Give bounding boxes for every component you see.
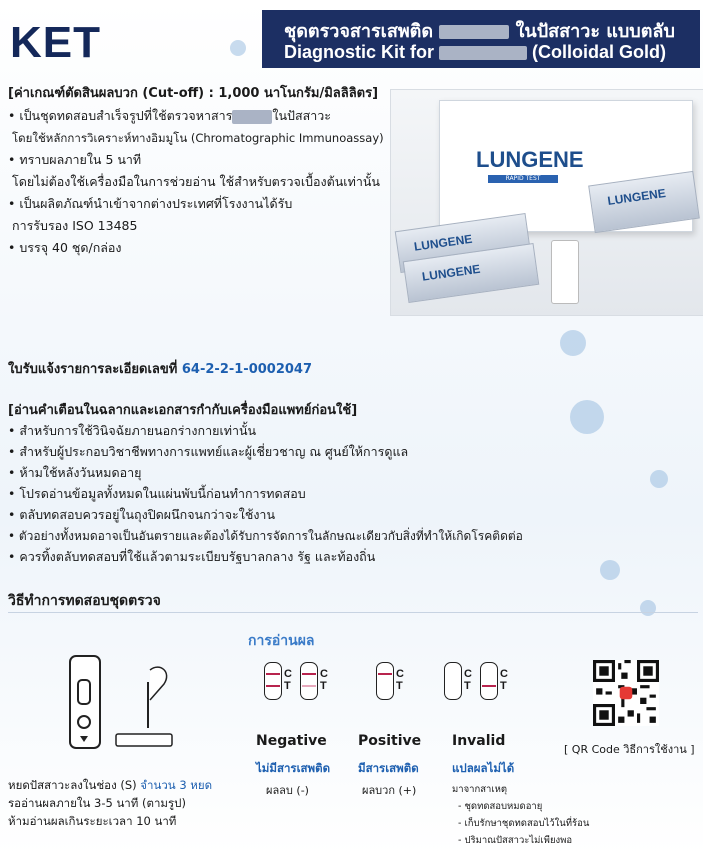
cutoff-line: • บรรจุ 40 ชุด/กล่อง (8, 240, 122, 255)
strip-label-t: T (464, 680, 471, 692)
qr-code[interactable] (593, 660, 659, 726)
negative-strip (264, 662, 282, 700)
warning-item: • โปรดอ่านข้อมูลทั้งหมดในแผ่นพับนี้ก่อนทำการทดสอบ (8, 486, 306, 501)
positive-strip (376, 662, 394, 700)
pouch-label: LUNGENE (606, 185, 667, 209)
cutoff-line: • เป็นผลิตภัณฑ์นำเข้าจากต่างประเทศที่โรงงานได้รับ (8, 196, 293, 211)
invalid-reason: - ปริมาณปัสสาวะไม่เพียงพอ (458, 835, 573, 846)
warning-item: • สำหรับการใช้วินิจฉัยภายนอกร่างกายเท่านั้น (8, 423, 257, 438)
banner-line-thai (284, 16, 675, 45)
warnings-heading: [อ่านคำเตือนในฉลากและเอกสารกำกับเครื่องมือแพทย์ก่อนใช้] (8, 403, 358, 418)
reading-title: การอ่านผล (248, 633, 315, 649)
test-band (482, 685, 496, 687)
notification-number (8, 358, 312, 379)
strip-label-t: T (500, 680, 507, 692)
divider (8, 612, 698, 613)
control-band (302, 673, 316, 675)
control-band (266, 673, 280, 675)
banner-line2-part-a: Diagnostic Kit for (284, 42, 435, 62)
brand-title: KET (10, 18, 101, 67)
banner-line1-part-a: ชุดตรวจสารเสพติด (284, 21, 434, 42)
qr-caption: [ QR Code วิธีการใช้งาน ] (564, 743, 695, 756)
invalid-reason: - ชุดทดสอบหมดอายุ (458, 801, 543, 812)
molecule-decoration (650, 470, 668, 488)
result-positive-title: Positive (358, 733, 422, 749)
negative-strip-faint (300, 662, 318, 700)
title-banner (262, 10, 700, 68)
warning-item: • ตลับทดสอบควรอยู่ในถุงปิดผนึกจนกว่าจะใช้งาน (8, 507, 275, 522)
test-band (266, 685, 280, 687)
drop-count: จำนวน 3 หยด (140, 778, 213, 792)
procedure-illustration (60, 650, 180, 760)
strip-label-c: C (284, 668, 292, 680)
result-positive-sub: มีสารเสพติด (358, 761, 419, 775)
strip-label-t: T (284, 680, 291, 692)
molecule-decoration (600, 560, 620, 580)
redacted-blur (439, 46, 527, 60)
molecule-decoration (570, 400, 604, 434)
strip-label-t: T (320, 680, 327, 692)
product-photo (390, 89, 703, 316)
warning-item: • ห้ามใช้หลังวันหมดอายุ (8, 465, 142, 480)
cutoff-line: โดยใช้หลักการวิเคราะห์ทางอิมมูโน (Chromatographic Immunoassay) (12, 131, 384, 145)
product-logo-sub: RAPID TEST (488, 175, 558, 183)
invalid-reason: - เก็บรักษาชุดทดสอบไว้ในที่ร้อน (458, 818, 590, 829)
cutoff-line-text: • เป็นชุดทดสอบสำเร็จรูปที่ใช้ตรวจหาสาร (8, 108, 233, 123)
procedure-steps (8, 776, 212, 830)
product-logo: LUNGENE (476, 147, 584, 172)
warning-item: • ตัวอย่างทั้งหมดอาจเป็นอันตรายและต้องได้รับการจัดการในลักษณะเดียวกับสิ่งที่ทำให้เกิดโรคติดต่อ (8, 529, 523, 543)
result-negative-sub: ไม่มีสารเสพติด (256, 761, 331, 775)
qr-code-graphic (593, 660, 659, 726)
result-invalid-sub: แปลผลไม่ได้ (452, 761, 515, 775)
banner-line2-part-b: (Colloidal Gold) (532, 42, 667, 62)
test-cassette (551, 240, 579, 304)
procedure-step: รออ่านผลภายใน 3-5 นาที (ตามรูป) (8, 796, 186, 810)
procedure-step (8, 776, 212, 794)
cutoff-line: การรับรอง ISO 13485 (12, 218, 138, 233)
cutoff-line-text: ในปัสสาวะ (272, 108, 331, 123)
molecule-decoration (230, 40, 246, 56)
procedure-step: ห้ามอ่านผลเกินระยะเวลา 10 นาที (8, 814, 177, 828)
strip-label-c: C (396, 668, 404, 680)
control-band (378, 673, 392, 675)
invalid-strip (444, 662, 462, 700)
warning-item: • ควรทิ้งตลับทดสอบที่ใช้แล้วตามระเบียบรัฐบาลกลาง รัฐ และท้องถิ่น (8, 549, 376, 564)
molecule-decoration (560, 330, 586, 356)
result-negative-title: Negative (256, 733, 327, 749)
pouch-label: LUNGENE (421, 261, 482, 284)
strip-label-c: C (500, 668, 508, 680)
pouch-label: LUNGENE (413, 231, 474, 254)
notification-label: ใบรับแจ้งรายการละเอียดเลขที่ (8, 362, 178, 377)
result-positive-note: ผลบวก (+) (362, 784, 417, 797)
cutoff-line (8, 105, 331, 127)
result-negative-note: ผลลบ (-) (266, 784, 309, 797)
cutoff-heading: [ค่าเกณฑ์ตัดสินผลบวก (Cut-off) : 1,000 นาโนกรัม/มิลลิลิตร] (8, 86, 379, 101)
invalid-strip-test-only (480, 662, 498, 700)
redacted-blur (232, 110, 272, 124)
strip-label-c: C (320, 668, 328, 680)
result-invalid-note: มาจากสาเหตุ (452, 784, 508, 795)
redacted-blur (439, 25, 509, 39)
method-heading: วิธีทำการทดสอบชุดตรวจ (8, 593, 161, 609)
test-band-faint (302, 685, 316, 687)
warning-item: • สำหรับผู้ประกอบวิชาชีพทางการแพทย์และผู้เชี่ยวชาญ ณ ศูนย์ให้การดูแล (8, 444, 409, 459)
notification-value: 64-2-2-1-0002047 (181, 362, 313, 377)
result-invalid-title: Invalid (452, 733, 506, 749)
banner-line1-part-b: ในปัสสาวะ แบบตลับ (515, 21, 675, 42)
cutoff-line: • ทราบผลภายใน 5 นาที (8, 152, 142, 167)
cutoff-line: โดยไม่ต้องใช้เครื่องมือในการช่วยอ่าน ใช้สำหรับตรวจเบื้องต้นเท่านั้น (12, 174, 380, 189)
strip-label-t: T (396, 680, 403, 692)
procedure-step-text: หยดปัสสาวะลงในช่อง (S) (8, 778, 141, 792)
strip-label-c: C (464, 668, 472, 680)
banner-line-english (284, 42, 666, 63)
molecule-decoration (640, 600, 656, 616)
